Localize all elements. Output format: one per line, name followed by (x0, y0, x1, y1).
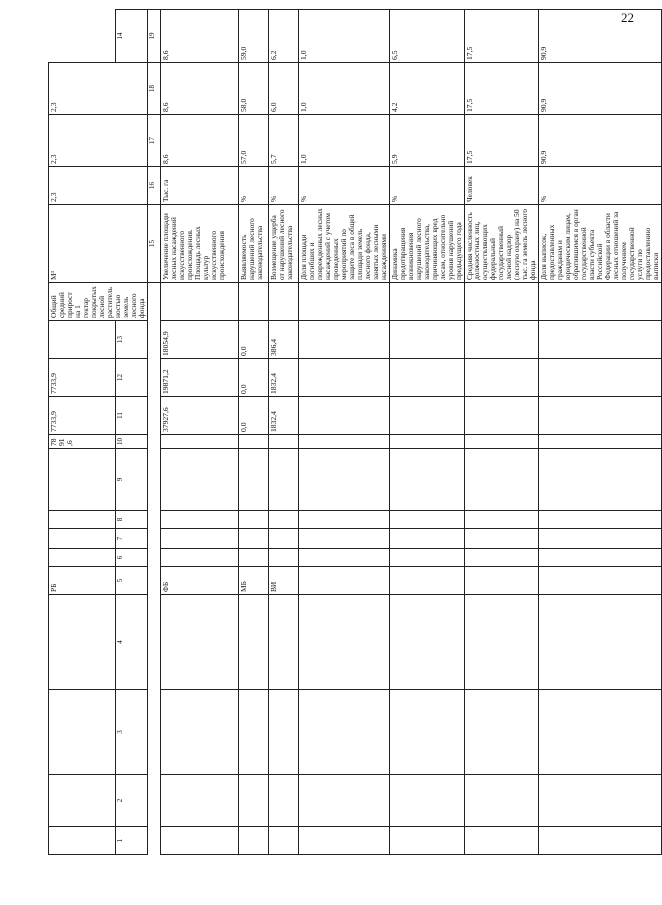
funding-row-rb (49, 10, 116, 855)
empty-cell (464, 690, 539, 775)
cell-source: МБ (238, 567, 268, 595)
empty-cell (389, 529, 464, 549)
empty-cell (389, 690, 464, 775)
cell-unit: Тыс. га (160, 167, 238, 205)
value-header-17: 2,3 (49, 167, 148, 205)
col-num: 10 (116, 435, 148, 449)
cell-v19: 59,0 (238, 10, 268, 63)
empty-cell (539, 827, 662, 855)
cell-indicator: Доля площади погибших и поврежденных лесных насаждений с учетом проведенных мероприятий по защите леса в общей площади земель лесного фонда, занятых лесными насаждениями (298, 205, 389, 283)
col-num: 8 (116, 511, 148, 529)
cell-c13: 18054,9 (160, 321, 238, 359)
empty-cell (389, 595, 464, 690)
empty-cell (268, 775, 298, 827)
cell-v19: 90,9 (539, 10, 662, 63)
empty-cell (539, 435, 662, 449)
empty-cell (464, 529, 539, 549)
empty-cell (539, 449, 662, 511)
col-num: 5 (116, 567, 148, 595)
cell-v17: 5,9 (389, 115, 464, 167)
empty-cell (160, 549, 238, 567)
cell-v18: 17,5 (464, 63, 539, 115)
empty-cell (238, 511, 268, 529)
cell-v18: 4,2 (389, 63, 464, 115)
empty-cell (539, 690, 662, 775)
empty-cell (160, 283, 238, 321)
cell-c13 (464, 321, 539, 359)
table-row (298, 10, 389, 855)
empty-cell (160, 690, 238, 775)
empty-cell (464, 827, 539, 855)
empty-cell (238, 827, 268, 855)
empty-cell (268, 549, 298, 567)
cell-v17: 57,0 (238, 115, 268, 167)
empty-cell (389, 283, 464, 321)
indicator-header: Общий средний прирост на 1 гектар покрытых лесной растительностью земель лесного фонда (49, 283, 148, 321)
col-num: 11 (116, 397, 148, 435)
page-number: 22 (621, 10, 634, 25)
cell-c12 (389, 359, 464, 397)
indicator-rows (160, 10, 661, 855)
empty-cell (160, 529, 238, 549)
empty-cell (268, 449, 298, 511)
cell-c11: 37927,6 (160, 397, 238, 435)
cell-indicator: Средняя численность должностных лиц, осуществляющих федеральный государственный лесной надзор (лесную охрану) на 50 тыс. га земель лесного фонда (464, 205, 539, 283)
table-row (539, 10, 662, 855)
cell-indicator: Возмещение ущерба от нарушений лесного законодательства (268, 205, 298, 283)
col-num: 14 (116, 10, 148, 63)
empty-cell (389, 435, 464, 449)
empty-cell (464, 435, 539, 449)
cell-c13: 386,4 (268, 321, 298, 359)
empty-cell (298, 690, 389, 775)
col-num: 6 (116, 549, 148, 567)
cell-unit: % (268, 167, 298, 205)
empty-cell (298, 449, 389, 511)
cell-v17: 5,7 (268, 115, 298, 167)
cell-source (389, 567, 464, 595)
col-num: 18 (147, 63, 160, 115)
cell-v17: 90,9 (539, 115, 662, 167)
empty-cell (464, 511, 539, 529)
empty-cell (389, 549, 464, 567)
empty-cell (464, 595, 539, 690)
col-num: 4 (116, 595, 148, 690)
cell-c12 (464, 359, 539, 397)
cell-v18: 1,0 (298, 63, 389, 115)
col-num: 2 (116, 775, 148, 827)
cell-v19: 17,5 (464, 10, 539, 63)
cell-c12 (539, 359, 662, 397)
empty-cell (298, 827, 389, 855)
empty-cell (389, 775, 464, 827)
empty-cell (160, 595, 238, 690)
empty-cell (238, 690, 268, 775)
value-rb-12: 7733,9 (49, 397, 116, 435)
empty-cell (298, 511, 389, 529)
cell-c11 (539, 397, 662, 435)
table-row (238, 10, 268, 855)
empty-cell (160, 449, 238, 511)
empty-cell (539, 595, 662, 690)
cell-v19: 6,2 (268, 10, 298, 63)
empty-cell (464, 449, 539, 511)
table-row (464, 10, 539, 855)
empty-cell (268, 435, 298, 449)
empty-cell (268, 283, 298, 321)
cell-indicator: Динамика предотвращения возникновения нарушений лесного законодательства, причиняющих вред лесам, относительно уровня нарушений предыдущего года (389, 205, 464, 283)
empty-cell (160, 827, 238, 855)
value-rb-11: 7891,6 (49, 435, 116, 449)
empty-cell (298, 595, 389, 690)
cell-c13 (389, 321, 464, 359)
value-header-19: 2,3 (49, 63, 148, 115)
value-rb-13: 7733,9 (49, 359, 116, 397)
empty-cell (389, 827, 464, 855)
col-num: 7 (116, 529, 148, 549)
empty-cell (539, 529, 662, 549)
col-num: 16 (147, 167, 160, 205)
empty-cell (389, 511, 464, 529)
empty-cell (389, 449, 464, 511)
cell-c11: 0,0 (238, 397, 268, 435)
empty-cell (238, 529, 268, 549)
col-num: 9 (116, 449, 148, 511)
col-num: 3 (116, 690, 148, 775)
cell-v17: 17,5 (464, 115, 539, 167)
cell-indicator: Выявляемость нарушений лесного законодательства (238, 205, 268, 283)
col-num: 13 (116, 321, 148, 359)
empty-cell (298, 435, 389, 449)
cell-c12: 1832,4 (268, 359, 298, 397)
cell-unit: Человек (464, 167, 539, 205)
cell-c12: 0,0 (238, 359, 268, 397)
empty-cell (238, 449, 268, 511)
cell-c12: 19871,2 (160, 359, 238, 397)
cell-indicator: Доля выписок, предоставленных гражданам и юридическим лицам, обратившимся в орган государственной власти субъекта Российской Федерации в области лесных отношений за получением государственной услуги по предоставлению выписки (539, 205, 662, 283)
empty-cell (539, 511, 662, 529)
empty-cell (160, 775, 238, 827)
column-number-row-right (147, 10, 160, 855)
cell-source (464, 567, 539, 595)
empty-cell (268, 529, 298, 549)
col-num: 12 (116, 359, 148, 397)
table-row (268, 10, 298, 855)
empty-cell (298, 775, 389, 827)
unit-header: М³ (49, 205, 148, 283)
cell-c11 (298, 397, 389, 435)
cell-v18: 8,6 (160, 63, 238, 115)
cell-unit: % (298, 167, 389, 205)
empty-cell (539, 283, 662, 321)
cell-unit: % (539, 167, 662, 205)
cell-c11 (464, 397, 539, 435)
cell-c13 (539, 321, 662, 359)
cell-c13 (298, 321, 389, 359)
empty-cell (539, 775, 662, 827)
empty-cell (238, 595, 268, 690)
empty-cell (464, 775, 539, 827)
value-header-18: 2,3 (49, 115, 148, 167)
empty-cell (268, 827, 298, 855)
cell-source (298, 567, 389, 595)
empty-cell (268, 511, 298, 529)
cell-source: ФБ (160, 567, 238, 595)
empty-cell (464, 549, 539, 567)
cell-c11 (389, 397, 464, 435)
empty-cell (539, 549, 662, 567)
empty-cell (238, 435, 268, 449)
cell-source: ВИ (268, 567, 298, 595)
cell-c13: 0,0 (238, 321, 268, 359)
table-row (160, 10, 238, 855)
cell-unit: % (389, 167, 464, 205)
empty-cell (268, 595, 298, 690)
cell-unit: % (238, 167, 268, 205)
cell-source (539, 567, 662, 595)
empty-cell (298, 283, 389, 321)
table-row (389, 10, 464, 855)
cell-c12 (298, 359, 389, 397)
col-num: 17 (147, 115, 160, 167)
empty-cell (160, 435, 238, 449)
cell-v19: 1,0 (298, 10, 389, 63)
empty-cell (464, 283, 539, 321)
cell-v19: 8,6 (160, 10, 238, 63)
cell-v17: 1,0 (298, 115, 389, 167)
cell-v17: 8,6 (160, 115, 238, 167)
col-num: 15 (147, 205, 160, 283)
empty-cell (238, 549, 268, 567)
cell-v18: 90,9 (539, 63, 662, 115)
empty-cell (238, 775, 268, 827)
empty-cell (268, 690, 298, 775)
empty-cell (298, 549, 389, 567)
source-rb: РБ (49, 567, 116, 595)
cell-c11: 1832,4 (268, 397, 298, 435)
cell-v19: 6,5 (389, 10, 464, 63)
program-table (48, 9, 662, 855)
empty-cell (238, 283, 268, 321)
empty-cell (160, 511, 238, 529)
col-num: 1 (116, 827, 148, 855)
empty-cell (298, 529, 389, 549)
col-num: 19 (147, 10, 160, 63)
cell-v18: 58,0 (238, 63, 268, 115)
cell-indicator: Увеличение площади лесных насаждений искусственного происхождения. Площадь лесных культур искусственного происхождения (160, 205, 238, 283)
cell-v18: 6,0 (268, 63, 298, 115)
